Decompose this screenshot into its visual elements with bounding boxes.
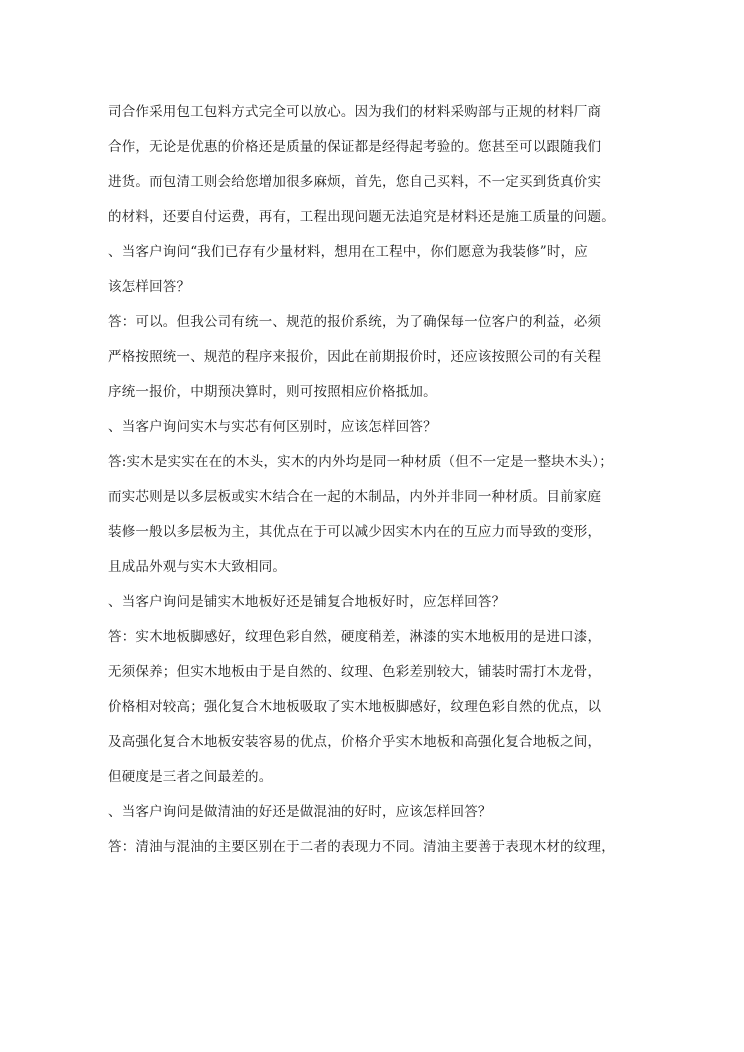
answer-line: 无须保养；但实木地板由于是自然的、纹理、色彩差别较大，铺装时需打木龙骨， [108, 664, 602, 680]
question-line: 、当客户询问是做清油的好还是做混油的好时，应该怎样回答？ [108, 804, 492, 820]
question-line: 该怎样回答？ [108, 279, 191, 295]
answer-line: 价格相对较高；强化复合木地板吸取了实木地板脚感好，纹理色彩自然的优点，以 [108, 699, 602, 715]
question-line: 、当客户询问实木与实芯有何区别时，应该怎样回答？ [108, 419, 437, 435]
answer-line: 及高强化复合木地板安装容易的优点，价格介乎实木地板和高强化复合地板之间， [108, 734, 602, 750]
text-line: 司合作采用包工包料方式完全可以放心。因为我们的材料采购部与正规的材料厂商 [108, 104, 602, 120]
text-line: 的材料，还要自付运费，再有，工程出现问题无法追究是材料还是施工质量的问题。 [108, 209, 615, 225]
answer-line: 且成品外观与实木大致相同。 [108, 559, 287, 575]
answer-line: 而实芯则是以多层板或实木结合在一起的木制品，内外并非同一种材质。目前家庭 [108, 489, 602, 505]
text-line: 合作，无论是优惠的价格还是质量的保证都是经得起考验的。您甚至可以跟随我们 [108, 139, 602, 155]
answer-line: 严格按照统一、规范的程序来报价，因此在前期报价时，还应该按照公司的有关程 [108, 349, 602, 365]
answer-line: 答：可以。但我公司有统一、规范的报价系统，为了确保每一位客户的利益，必须 [108, 314, 602, 330]
question-line: 、当客户询问“我们已存有少量材料，想用在工程中，你们愿意为我装修”时，应 [108, 244, 589, 260]
question-line: 、当客户询问是铺实木地板好还是铺复合地板好时，应怎样回答？ [108, 594, 506, 610]
text-line: 进货。而包清工则会给您增加很多麻烦，首先，您自己买料，不一定买到货真价实 [108, 174, 602, 190]
answer-line: 但硬度是三者之间最差的。 [108, 769, 273, 785]
answer-line: 装修一般以多层板为主，其优点在于可以减少因实木内在的互应力而导致的变形， [108, 524, 602, 540]
answer-line: 答:实木是实实在在的木头，实木的内外均是同一种材质（但不一定是一整块木头）； [108, 454, 613, 470]
answer-line: 答：清油与混油的主要区别在于二者的表现力不同。清油主要善于表现木材的纹理， [108, 839, 615, 855]
answer-line: 答：实木地板脚感好，纹理色彩自然，硬度稍差，淋漆的实木地板用的是进口漆， [108, 629, 602, 645]
document-body [108, 95, 653, 865]
answer-line: 序统一报价，中期预决算时，则可按照相应价格抵加。 [108, 384, 437, 400]
